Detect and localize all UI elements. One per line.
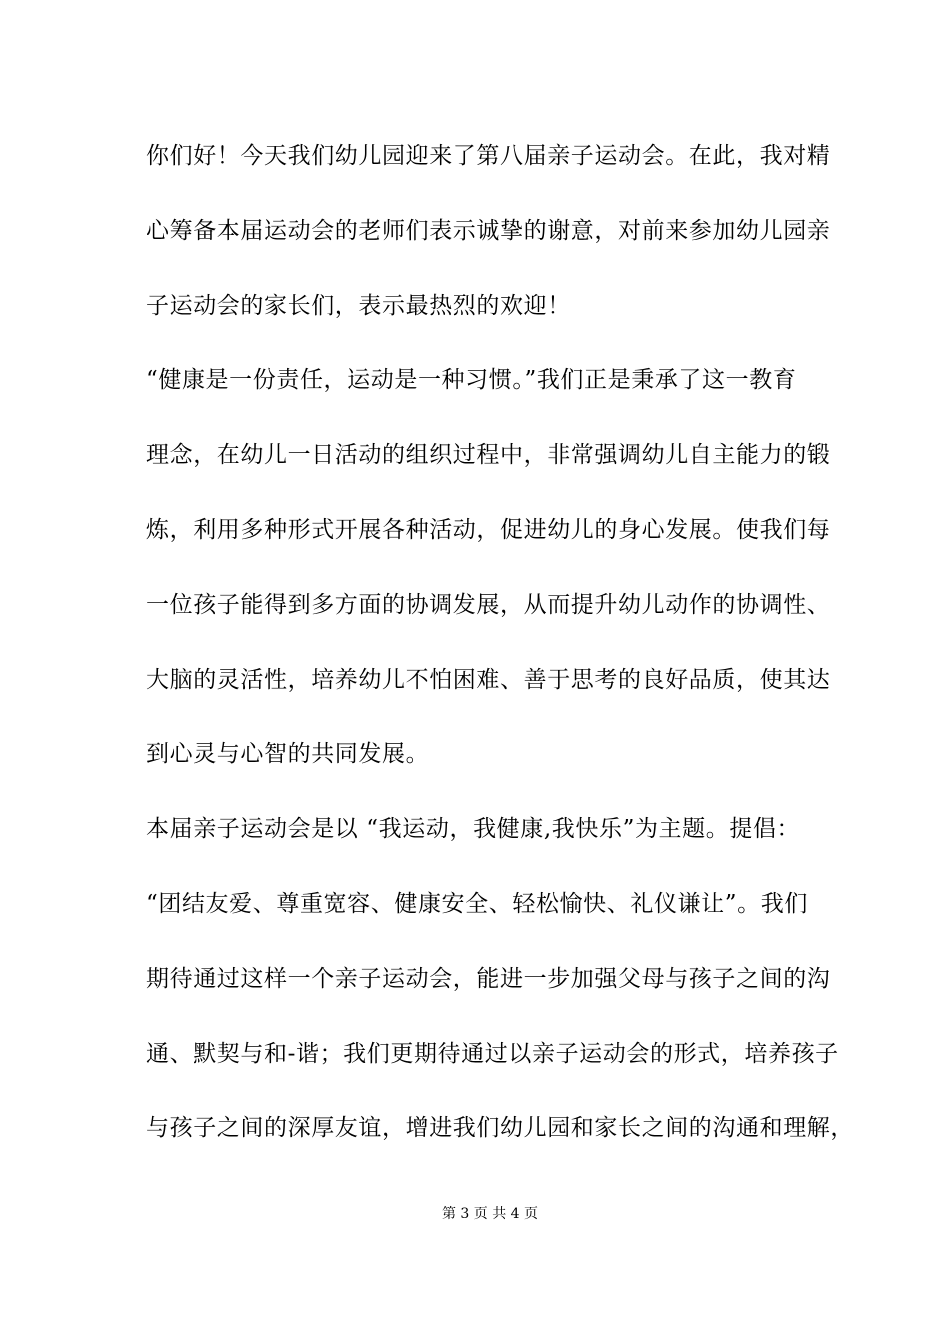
text-line-8: 大脑的灵活性，培养幼儿不怕困难、善于思考的良好品质，使其达 — [146, 666, 831, 693]
text-line-5: 理念，在幼儿一日活动的组织过程中，非常强调幼儿自主能力的锻 — [146, 442, 831, 469]
text-line-9: 到心灵与心智的共同发展。 — [146, 741, 430, 768]
page-footer: 第 3 页 共 4 页 — [441, 1206, 539, 1222]
text-line-6: 炼，利用多种形式开展各种活动，促进幼儿的身心发展。使我们每 — [146, 516, 831, 543]
text-line-11: “团结友爱、尊重宽容、健康安全、轻松愉快、礼仪谦让”。我们 — [146, 890, 808, 917]
text-line-1: 你们好！今天我们幼儿园迎来了第八届亲子运动会。在此，我对精 — [146, 143, 831, 169]
text-line-2: 心筹备本届运动会的老师们表示诚挚的谢意，对前来参加幼儿园亲 — [146, 217, 831, 244]
text-line-10: 本届亲子运动会是以 “我运动，我健康,我快乐”为主题。提倡： — [146, 816, 801, 843]
text-line-4: “健康是一份责任，运动是一种习惯。”我们正是秉承了这一教育 — [146, 367, 797, 394]
text-line-7: 一位孩子能得到多方面的协调发展，从而提升幼儿动作的协调性、 — [146, 591, 831, 618]
body-text — [146, 133, 854, 1180]
text-line-14: 与孩子之间的深厚友谊，增进我们幼儿园和家长之间的沟通和理解， — [146, 1115, 854, 1142]
text-line-3: 子运动会的家长们，表示最热烈的欢迎！ — [146, 292, 571, 319]
text-line-13: 通、默契与和-谐；我们更期待通过以亲子运动会的形式，培养孩子 — [146, 1040, 839, 1067]
text-line-12: 期待通过这样一个亲子运动会，能进一步加强父母与孩子之间的沟 — [146, 965, 831, 992]
